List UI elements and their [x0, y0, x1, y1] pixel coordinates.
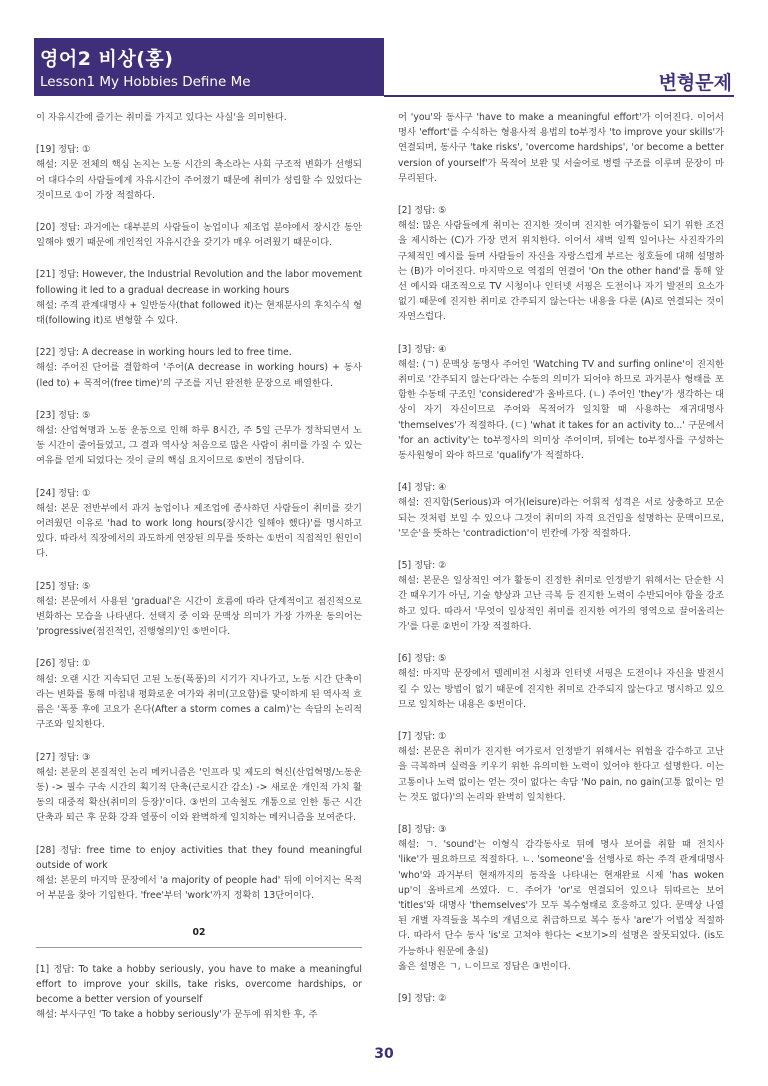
answer-paragraph: [24] 정답: ① 해설: 본문 전반부에서 과거 농업이나 제조업에 종사하던 사람들이 취미를 갖기 어려웠던 이유로 'had to work long hours(장시간 일해야 했다)'를 명시하고 있다. 따라서 직장에서의 과도하게 연장된 의무를 뜻하는 ①번이 직접적인 원인이다. [36, 487, 362, 560]
answer-paragraph: [5] 정답: ② 해설: 본문은 일상적인 여가 활동이 진정한 취미로 인정받기 위해서는 단순한 시간 때우기가 아닌, 기술 향상과 고난 극복 등 진지한 노력이 수반되어야 함을 강조하고 있다. 따라서 '무엇이 일상적인 취미를 진지한 여가의 영역으로 끌어올리는가'를 다룬 ②번이 가장 적절하다. [398, 560, 724, 632]
section-number: 02 [192, 927, 206, 939]
answer-paragraph: [23] 정답: ⑤ 해설: 산업혁명과 노동 운동으로 인해 하루 8시간, 주 5일 근무가 정착되면서 노동 시간이 줄어들었고, 그 결과 역사상 처음으로 많은 사람이 취미를 가질 수 있는 여유를 얻게 되었다는 것이 글의 핵심 요지이므로 ⑤번이 정답이다. [36, 409, 362, 467]
page-title: 영어2 비상(홍) [40, 48, 174, 70]
answer-paragraph: [22] 정답: A decrease in working hours led to free time. 해설: 주어진 단어를 결합하여 '주어(A decrease in working hours) + 동사(led to) + 목적어(free time)'의 구조를 지닌 완전한 문장으로 배열한다. [36, 347, 362, 389]
answer-paragraph: [7] 정답: ① 해설: 본문은 취미가 진지한 여가로서 인정받기 위해서는 위험을 감수하고 고난을 극복하며 실력을 키우기 위한 유의미한 노력이 있어야 한다고 설명한다. 이는 고통이나 노력 없이는 얻는 것이 없다는 속담 'No pain, no gain(고통 없이는 얻는 것도 없다)'의 논리와 완벽히 일치한다. [398, 730, 724, 803]
left-column [36, 110, 362, 1022]
answer-paragraph: [21] 정답: However, the Industrial Revolution and the labor movement following it led to a gradual decrease in working hours 해설: 주격 관계대명사 + 일반동사(that followed it)는 현재분사의 후치수식 형태(following it)로 변형할 수 있다. [36, 269, 362, 327]
section-label: 변형문제 [658, 72, 732, 94]
lesson-subtitle: Lesson1 My Hobbies Define Me [40, 74, 251, 90]
answer-paragraph: 어 'you'와 동사구 'have to make a meaningful effort'가 이어진다. 이어서 명사 'effort'를 수식하는 형용사적 용법의 to부정사 'to improve your skills'가 연결되며, 동사구 'take risks', 'overcome hardships', 'or become a better version of yourself'가 목적어 보완 및 서술어로 병렬 구조를 이루며 문장이 마무리된다. [398, 112, 724, 184]
answer-paragraph: [9] 정답: ② [398, 992, 447, 1004]
answer-paragraph: [1] 정답: To take a hobby seriously, you have to make a meaningful effort to improve your skills, take risks, overcome hardships, or become a better version of yourself 해설: 부사구인 'To take a hobby seriously'가 문두에 위치한 후, 주 [36, 963, 362, 1021]
answer-paragraph: [19] 정답: ① 해설: 지문 전체의 핵심 논지는 노동 시간의 축소라는 사회 구조적 변화가 선행되어 대다수의 사람들에게 자유시간이 주어졌기 때문에 취미가 성립할 수 있었다는 것이므로 ①이 가장 적절하다. [36, 144, 362, 201]
section-divider [36, 947, 362, 948]
answer-paragraph: [28] 정답: free time to enjoy activities that they found meaningful outside of work 해설: 본문의 마지막 문장에서 'a majority of people had' 뒤에 이어지는 목적어 부분을 찾아 기입한다. 'free'부터 'work'까지 정확히 13단어이다. [36, 844, 362, 902]
answer-paragraph: [2] 정답: ⑤ 해설: 많은 사람들에게 취미는 진지한 것이며 진지한 여가활동이 되기 위한 조건을 제시하는 (C)가 가장 먼저 위치한다. 이어서 새벽 일찍 일어나는 사진작가의 구체적인 예시를 들며 사람들이 자신을 자랑스럽게 부르는 칭호들에 대해 설명하는 (B)가 이어진다. 마지막으로 역접의 연결어 'On the other hand'를 통해 앞선 예시와 대조적으로 TV 시청이나 인터넷 서핑은 도전이나 자기 발전의 요소가 없기 때문에 진지한 취미로 간주되지 않는다는 내용을 다룬 (A)로 연결되는 것이 자연스럽다. [398, 205, 724, 323]
page-number: 30 [374, 1046, 394, 1062]
header-rule [384, 95, 734, 97]
right-column [398, 110, 724, 1006]
answer-paragraph: [8] 정답: ③ 해설: ㄱ. 'sound'는 이형식 감각동사로 뒤에 명사 보어를 취할 때 전치사 'like'가 필요하므로 적절하다. ㄴ. 'someone'을 선행사로 하는 주격 관계대명사 'who'와 과거부터 현재까지의 동작을 나타내는 현재완료 시제 'has woken up'이 올바르게 쓰였다. ㄷ. 주어가 'or'로 연결되어 있으나 뒤따르는 보어 'titles'와 대명사 'themselves'가 모두 복수형태로 호응하고 있다. 문맥상 나열된 개별 자격들을 복수의 개념으로 취급하므로 복수 동사 'are'가 어법상 적절하다. 따라서 단수 동사 'is'로 고쳐야 한다는 <보기>의 설명은 잘못되었다. (is도 가능하나 원문에 충실) 옳은 설명은 ㄱ, ㄴ이므로 정답은 ③번이다. [398, 823, 724, 972]
answer-paragraph: [26] 정답: ① 해설: 오랜 시간 지속되던 고된 노동(폭풍)의 시기가 지나가고, 노동 시간 단축이라는 변화를 통해 마침내 평화로운 여가와 취미(고요함)를 맞이하게 된 역사적 흐름은 '폭풍 후에 고요가 온다(After a storm comes a calm)'는 속담의 논리적 구조와 일치한다. [36, 658, 362, 731]
answer-paragraph: 이 자유시간에 즐기는 취미를 가지고 있다는 사실'을 의미한다. [36, 112, 287, 123]
answer-paragraph: [4] 정답: ④ 해설: 진지함(Serious)과 여가(leisure)라는 어휘적 성격은 서로 상충하고 모순되는 것처럼 보일 수 있으나 그것이 취미의 자격 요건임을 설명하는 문맥이므로, '모순'을 뜻하는 'contradiction'이 빈칸에 가장 적절하다. [398, 482, 724, 539]
answer-paragraph: [3] 정답: ④ 해설: (ㄱ) 문맥상 동명사 주어인 'Watching TV and surfing online'이 진지한 취미로 '간주되지 않는다'라는 수동의 의미가 되어야 하므로 과거분사 형태를 포함한 수동태 구조인 'considered'가 올바르다. (ㄴ) 주어인 'they'가 생각하는 대상이 자기 자신이므로 주어와 목적어가 일치할 때 사용하는 재귀대명사 'themselves'가 적절하다. (ㄷ) 'what it takes for an activity to...' 구문에서 'for an activity'는 to부정사의 의미상 주어이며, 뒤에는 to부정사를 구성하는 동사원형이 와야 하므로 'qualify'가 적절하다. [398, 343, 724, 462]
answer-paragraph: [6] 정답: ⑤ 해설: 마지막 문장에서 텔레비전 시청과 인터넷 서핑은 도전이나 자신을 발전시킬 수 있는 방법이 없기 때문에 진지한 취미로 간주되지 않는다고 명시하고 있으므로 일치하는 내용은 ⑤번이다. [398, 653, 724, 710]
answer-paragraph: [25] 정답: ⑤ 해설: 본문에서 사용된 'gradual'은 시간이 흐름에 따라 단계적이고 점진적으로 변화하는 모습을 나타낸다. 선택지 중 이와 문맥상 의미가 가장 가까운 동의어는 'progressive(점진적인, 진행형의)'인 ⑤번이다. [36, 580, 362, 638]
answer-paragraph: [27] 정답: ③ 해설: 본문의 본질적인 논리 메커니즘은 '인프라 및 제도의 혁신(산업혁명/노동운동) -> 필수 구속 시간의 획기적 단축(근로시간 감소) -> 새로운 개인적 가치 활동의 대중적 확산(취미의 등장)'이다. ③번의 고속철도 개통으로 인한 통근 시간 단축과 퇴근 후 문화 강좌 열풍이 이와 완벽하게 일치하는 메커니즘을 보여준다. [36, 751, 362, 824]
answer-paragraph: [20] 정답: 과거에는 대부분의 사람들이 농업이나 제조업 분야에서 장시간 동안 일해야 했기 때문에 개인적인 자유시간을 갖기가 매우 어려웠기 때문이다. [36, 222, 362, 249]
